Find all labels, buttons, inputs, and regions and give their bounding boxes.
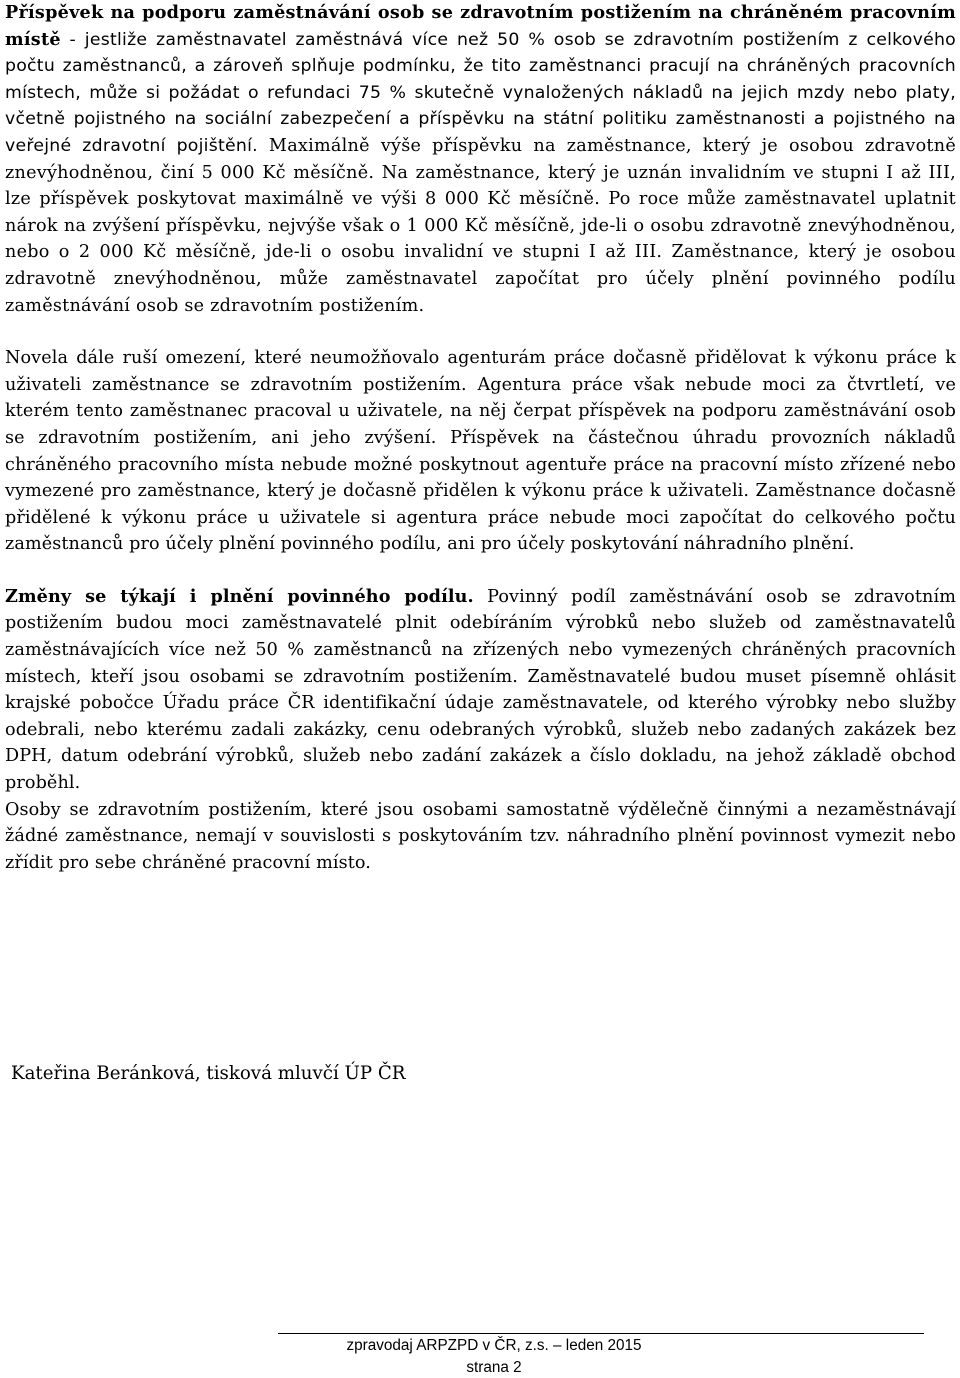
paragraph-text: Osoby se zdravotním postižením, které jsou osobami samostatně výdělečně činnými a nezaměstnávají žádné zaměstnance, nemají v souvislosti s poskytováním tzv. náhradního plnění povinnost vymezit nebo zřídit pro sebe chráněné pracovní místo. <box>5 800 956 873</box>
paragraph-text: - jestliže zaměstnavatel zaměstnává více než 50 % osob se zdravotním postižením z celkového počtu zaměstnanců, a zároveň splňuje podmínku, že tito zaměstnanci pracují na chráněných pracovních místech, může si požádat o refundaci 75 % skutečně vynaložených nákladů na jejich mzdy nebo platy, včetně pojistného na sociální zabezpečení a příspěvku na státní politiku zaměstnanosti a pojistného na veřejné zdravotní pojištění. <box>5 30 956 156</box>
paragraph-bold-lead: Příspěvek na podporu zaměstnávání osob se zdravotním postižením na chráněném pracovním místě <box>5 2 956 50</box>
document-body <box>5 0 956 876</box>
footer-divider <box>278 1333 924 1334</box>
footer-publication: zpravodaj ARPZPD v ČR, z.s. – leden 2015 <box>278 1335 710 1357</box>
paragraph-contribution-protected-workplace <box>5 0 956 319</box>
paragraph-self-employed <box>5 797 956 877</box>
paragraph-agency-amendment <box>5 345 956 558</box>
paragraph-mandatory-share <box>5 584 956 797</box>
paragraph-text: Povinný podíl zaměstnávání osob se zdravotním postižením budou moci zaměstnavatelé plnit odebíráním výrobků nebo služeb od zaměstnavatelů zaměstnávajících více než 50 % zaměstnanců na zřízených nebo vymezených chráněných pracovních místech, kteří jsou osobami se zdravotním postižením. Zaměstnavatelé budou muset písemně ohlásit krajské pobočce Úřadu práce ČR identifikační údaje zaměstnavatele, od kterého výrobky nebo služby odebrali, nebo kterému zadali zakázky, cenu odebraných výrobků, služeb nebo zadaných zakázek bez DPH, datum odebrání výrobků, služeb nebo zadání zakázek a číslo dokladu, na jehož základě obchod proběhl. <box>5 587 956 793</box>
paragraph-text: Novela dále ruší omezení, které neumožňovalo agenturám práce dočasně přidělovat k výkonu práce k uživateli zaměstnance se zdravotním postižením. Agentura práce však nebude moci za čtvrtletí, ve kterém tento zaměstnanec pracoval u uživatele, na něj čerpat příspěvek na podporu zaměstnávání osob se zdravotním postižením, ani jeho zvýšení. Příspěvek na částečnou úhradu provozních nákladů chráněného pracovního místa nebude možné poskytnout agentuře práce na pracovní místo zřízené nebo vymezené pro zaměstnance, který je dočasně přidělen k výkonu práce k uživateli. Zaměstnance dočasně přidělené k výkonu práce u uživatele si agentura práce nebude moci započítat do celkového počtu zaměstnanců pro účely plnění povinného podílu, ani pro účely poskytování náhradního plnění. <box>5 348 956 554</box>
page-footer <box>278 1335 710 1378</box>
signature: Kateřina Beránková, tisková mluvčí ÚP ČR <box>11 1061 406 1087</box>
footer-page-number: strana 2 <box>278 1357 710 1378</box>
paragraph-bold-lead: Změny se týkají i plnění povinného podílu. <box>5 586 474 607</box>
paragraph-text: Maximálně výše příspěvku na zaměstnance, který je osobou zdravotně znevýhodněnou, činí 5 000 Kč měsíčně. Na zaměstnance, který je uznán invalidním ve stupni I až III, lze příspěvek poskytovat maximálně ve výši 8 000 Kč měsíčně. Po roce může zaměstnavatel uplatnit nárok na zvýšení příspěvku, nejvýše však o 1 000 Kč měsíčně, jde-li o osobu zdravotně znevýhodněnou, nebo o 2 000 Kč měsíčně, jde-li o osobu invalidní ve stupni I až III. Zaměstnance, který je osobou zdravotně znevýhodněnou, může zaměstnavatel započítat pro účely plnění povinného podílu zaměstnávání osob se zdravotním postižením. <box>5 136 956 316</box>
